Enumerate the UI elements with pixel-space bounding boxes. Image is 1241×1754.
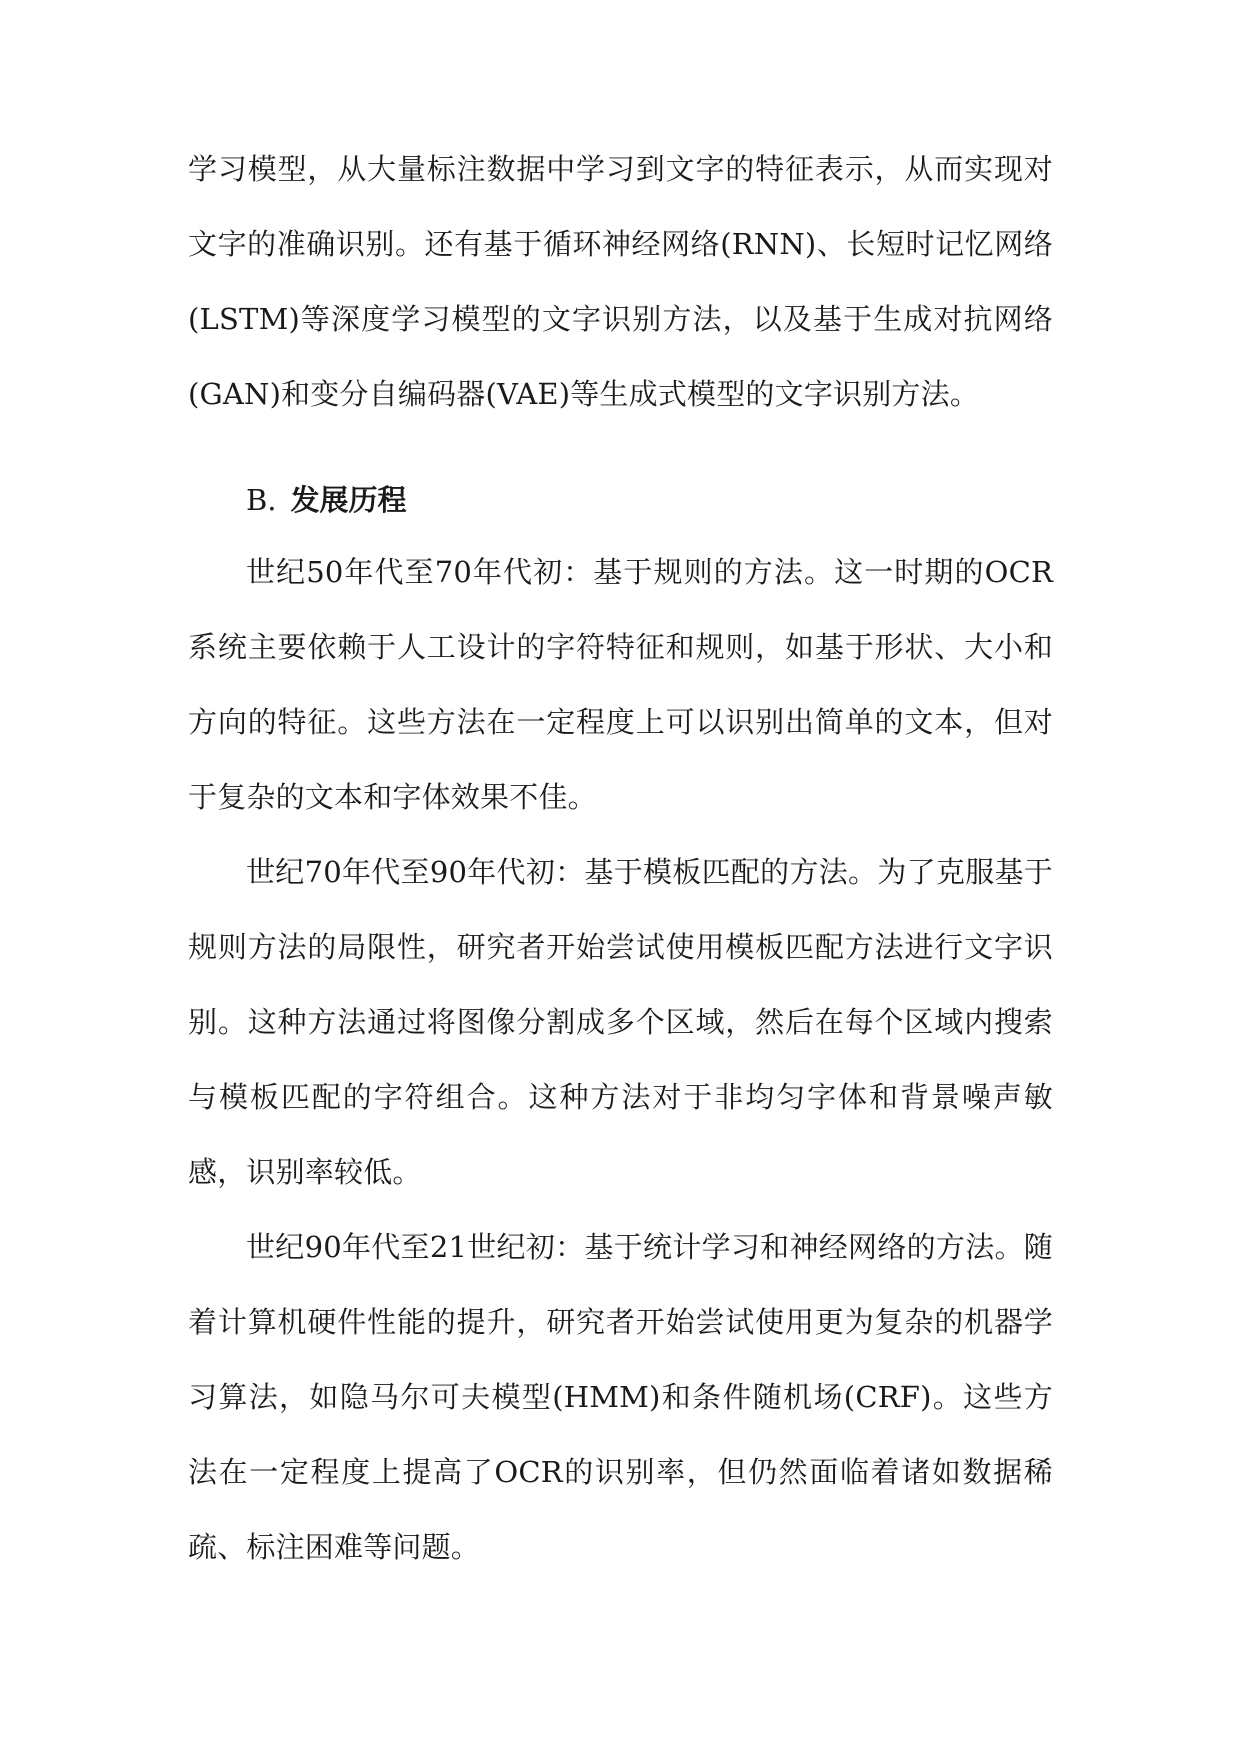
- paragraph-template-matching: 世纪70年代至90年代初：基于模板匹配的方法。为了克服基于规则方法的局限性，研究者开始尝试使用模板匹配方法进行文字识别。这种方法通过将图像分割成多个区域，然后在每个区域内搜索与模板匹配的字符组合。这种方法对于非均匀字体和背景噪声敏感，识别率较低。: [188, 855, 1053, 1189]
- document-body: [188, 132, 1053, 1585]
- section-title: 发展历程: [290, 483, 407, 517]
- intro-paragraph: 学习模型，从大量标注数据中学习到文字的特征表示，从而实现对文字的准确识别。还有基于循环神经网络(RNN)、长短时记忆网络(LSTM)等深度学习模型的文字识别方法，以及基于生成对抗网络(GAN)和变分自编码器(VAE)等生成式模型的文字识别方法。: [188, 152, 1053, 411]
- section-heading: [188, 465, 1053, 535]
- section-number: B.: [246, 483, 277, 517]
- paragraph-statistical-learning: 世纪90年代至21世纪初：基于统计学习和神经网络的方法。随着计算机硬件性能的提升，研究者开始尝试使用更为复杂的机器学习算法，如隐马尔可夫模型(HMM)和条件随机场(CRF)。这些方法在一定程度上提高了OCR的识别率，但仍然面临着诸如数据稀疏、标注困难等问题。: [188, 1230, 1053, 1564]
- section-spacer: [188, 432, 1053, 465]
- paragraph-rule-based: 世纪50年代至70年代初：基于规则的方法。这一时期的OCR系统主要依赖于人工设计的字符特征和规则，如基于形状、大小和方向的特征。这些方法在一定程度上可以识别出简单的文本，但对于复杂的文本和字体效果不佳。: [188, 555, 1053, 814]
